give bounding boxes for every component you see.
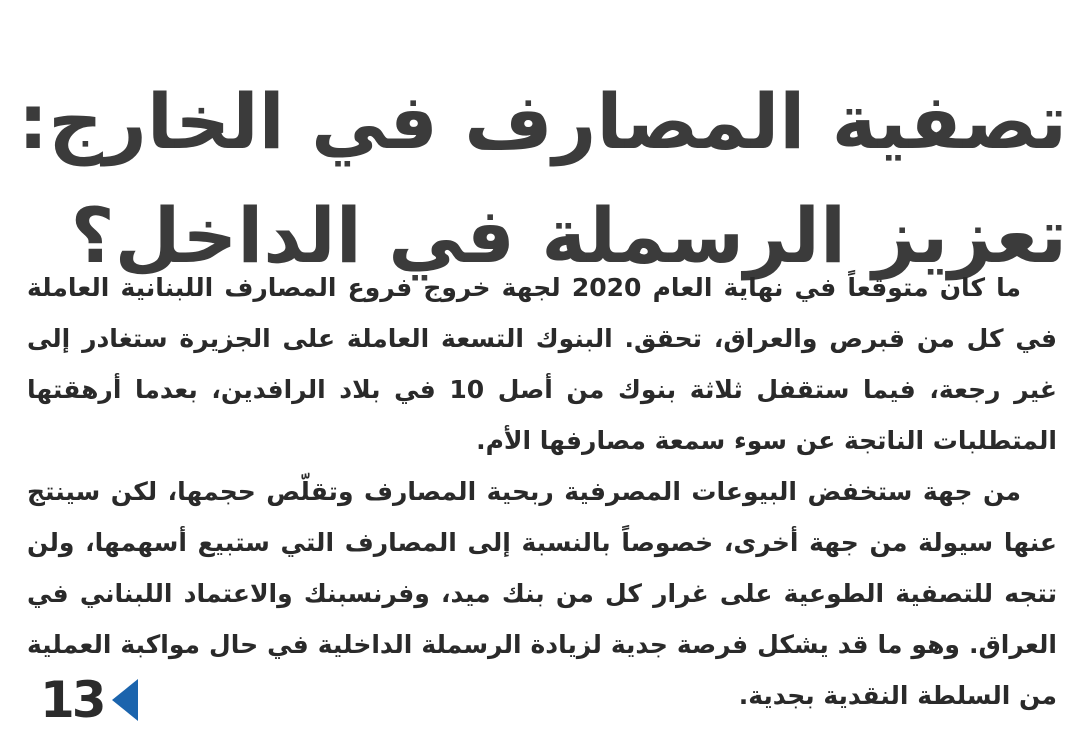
headline-line-2: تعزيز الرسملة في الداخل؟ [70,190,1067,280]
page-number: 13 [40,671,104,729]
page-marker [40,670,138,730]
article-headline [17,65,1067,293]
left-triangle-arrow-icon [112,679,138,721]
article-paragraph-1: ما كان متوقعاً في نهاية العام 2020 لجهة خروج فروع المصارف اللبنانية العاملة في كل من قبرص والعراق، تحقق. البنوك التسعة العاملة على الجزيرة ستغادر إلى غير رجعة، فيما ستقفل ثلاثة بنوك من أصل 10 في بلاد الرافدين، بعدما أرهقتها المتطلبات الناتجة عن سوء سمعة مصارفها الأم. [27,273,1057,455]
article-paragraph-2: من جهة ستخفض البيوعات المصرفية ربحية المصارف وتقلّص حجمها، لكن سينتج عنها سيولة من جهة أخرى، خصوصاً بالنسبة إلى المصارف التي ستبيع أسهمها، ولن تتجه للتصفية الطوعية على غرار كل من بنك ميد، وفرنسبنك والاعتماد اللبناني في العراق. وهو ما قد يشكل فرصة جدية لزيادة الرسملة الداخلية في حال مواكبة العملية من السلطة النقدية بجدية. [27,477,1057,710]
headline-line-1: تصفية المصارف في الخارج: [17,76,1067,166]
article-body [27,262,1057,721]
